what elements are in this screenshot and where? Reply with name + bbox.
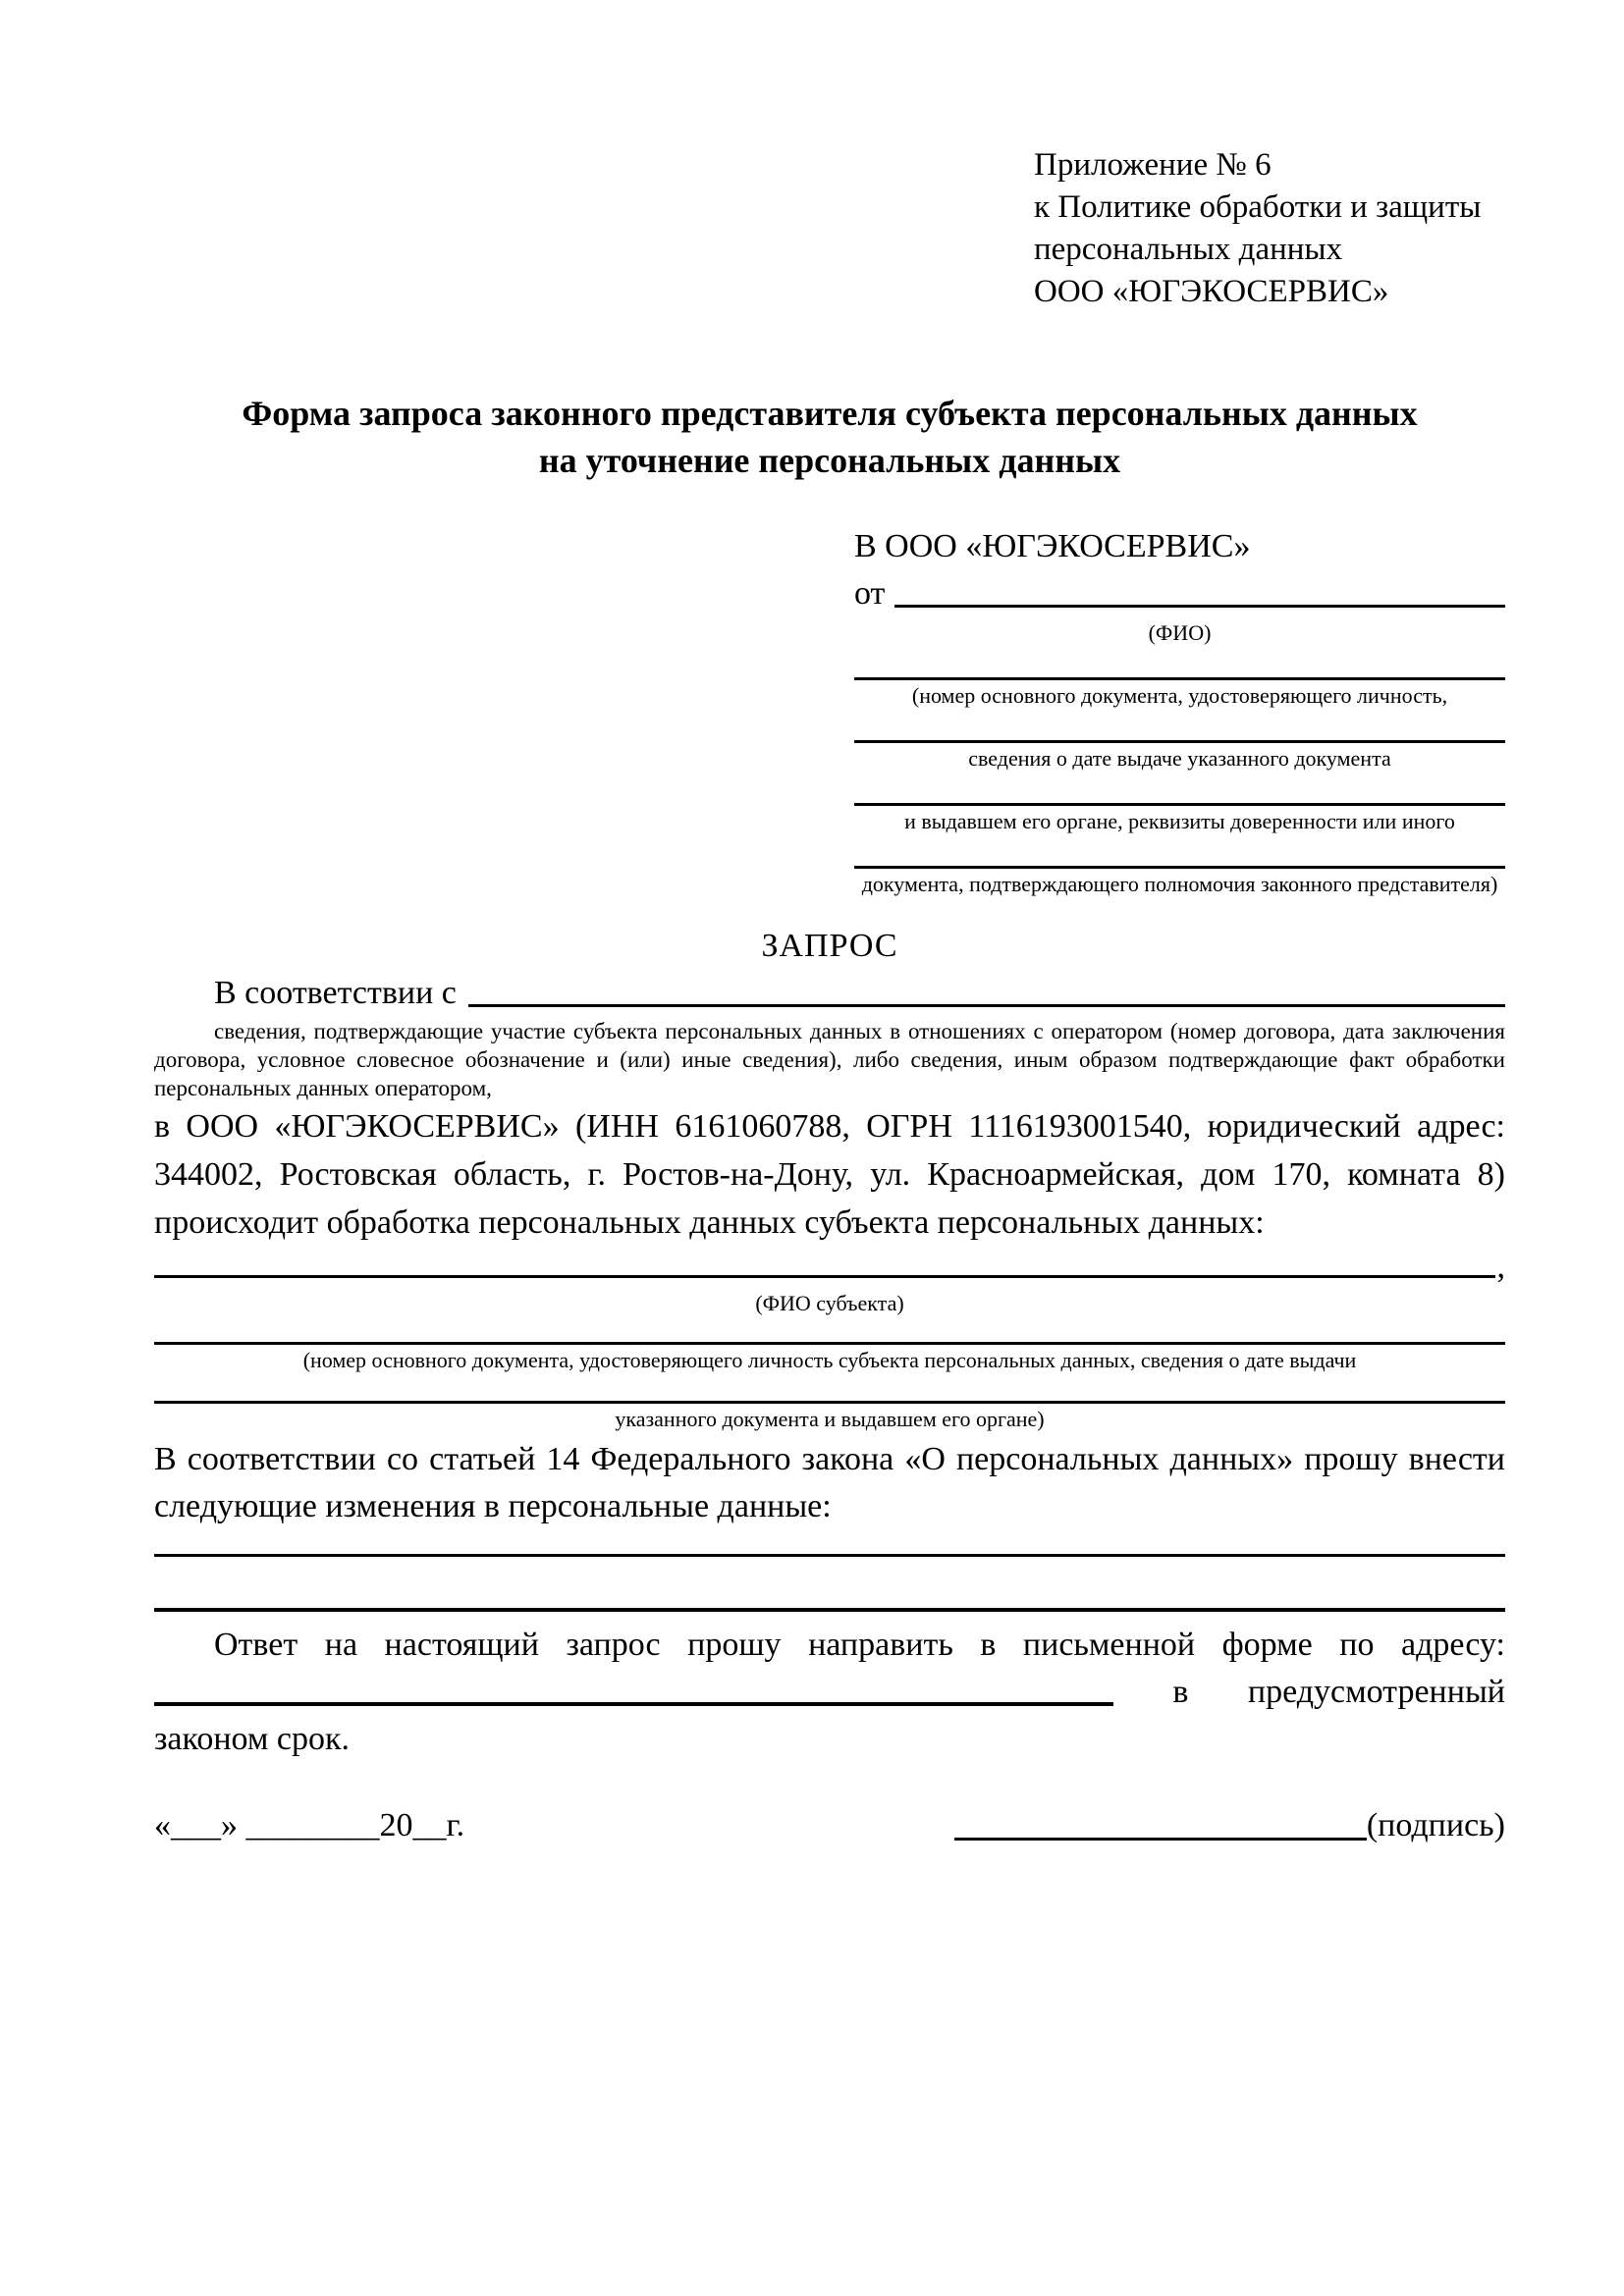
- basis-label: В соответствии с: [214, 975, 457, 1011]
- reply-address-row: [154, 1669, 1505, 1716]
- appendix-policy-line-2: персональных данных: [1034, 232, 1343, 267]
- from-row: [854, 570, 1505, 617]
- changes-field-2[interactable]: [154, 1608, 1505, 1612]
- from-label: от: [854, 575, 886, 612]
- form-title-line-1: Форма запроса законного представителя субъекта персональных данных: [242, 394, 1418, 433]
- subject-document-field-2[interactable]: [154, 1401, 1505, 1404]
- law-paragraph: В соответствии со статьей 14 Федерального закона «О персональных данных» прошу внести следующие изменения в персональные данные:: [154, 1441, 1505, 1524]
- subject-document-field-1[interactable]: [154, 1342, 1505, 1345]
- appendix-policy-line-1: к Политике обработки и защиты: [1034, 189, 1482, 225]
- basis-field[interactable]: [468, 1004, 1505, 1007]
- basis-caption: сведения, подтверждающие участие субъекта персональных данных в отношениях с оператором (номер договора, дата заключения договора, условное словесное обозначение и (или) иные сведения), либо сведения, иным образом подтверждающие факт обработки персональных данных оператором,: [154, 1019, 1505, 1100]
- signature-group: [954, 1802, 1505, 1849]
- fio-caption: (ФИО): [1148, 620, 1212, 645]
- signature-caption: (подпись): [1366, 1807, 1505, 1843]
- basis-row: [154, 970, 1505, 1017]
- subject-document-caption-2: указанного документа и выдавшем его органе): [615, 1407, 1045, 1431]
- representative-document-caption-2: сведения о дате выдаче указанного документа: [968, 746, 1391, 771]
- reply-end: законом срок.: [154, 1721, 350, 1757]
- subject-fio-field[interactable]: [154, 1275, 1495, 1278]
- representative-document-field-4[interactable]: [854, 866, 1505, 869]
- subject-fio-row: [154, 1247, 1505, 1288]
- subject-document-caption-1: (номер основного документа, удостоверяющего личность субъекта персональных данных, сведения о дате выдачи: [302, 1348, 1357, 1372]
- representative-document-field-2[interactable]: [854, 740, 1505, 743]
- appendix-number: Приложение № 6: [1034, 147, 1272, 183]
- subject-fio-suffix: ,: [1496, 1249, 1505, 1285]
- addressee-block: [854, 523, 1505, 897]
- reply-sentence: Ответ на настоящий запрос прошу направить в письменной форме по адресу:: [214, 1627, 1505, 1663]
- changes-field-1[interactable]: [154, 1554, 1505, 1557]
- form-title: [154, 390, 1505, 484]
- appendix-organization: ООО «ЮГЭКОСЕРВИС»: [1034, 274, 1389, 309]
- signature-field[interactable]: [954, 1838, 1367, 1841]
- reply-address-field[interactable]: [154, 1702, 1113, 1706]
- representative-document-field-3[interactable]: [854, 803, 1505, 806]
- representative-document-caption-3: и выдавшем его органе, реквизиты доверенности или иного: [904, 809, 1455, 833]
- reply-word-2: предусмотренный: [1247, 1674, 1505, 1710]
- representative-document-field-1[interactable]: [854, 677, 1505, 680]
- representative-document-caption-4: документа, подтверждающего полномочия законного представителя): [861, 872, 1498, 896]
- representative-fio-field[interactable]: [894, 605, 1505, 608]
- date-field[interactable]: «___» ________20__г.: [154, 1807, 465, 1843]
- subject-fio-caption: (ФИО субъекта): [755, 1291, 904, 1315]
- appendix-header: [1034, 144, 1505, 313]
- request-heading: ЗАПРОС: [761, 928, 898, 964]
- operator-paragraph: в ООО «ЮГЭКОСЕРВИС» (ИНН 6161060788, ОГРН 1116193001540, юридический адрес: 344002, Ростовская область, г. Ростов-на-Дону, ул. Красноармейская, дом 170, комната 8) происходит обработка персональных данных субъекта персональных данных:: [154, 1108, 1505, 1241]
- addressee-organization: В ООО «ЮГЭКОСЕРВИС»: [854, 528, 1251, 564]
- representative-document-caption-1: (номер основного документа, удостоверяющего личность,: [911, 683, 1448, 708]
- reply-word-1: в: [1172, 1674, 1189, 1710]
- footer-row: [154, 1802, 1505, 1849]
- form-title-line-2: на уточнение персональных данных: [538, 441, 1121, 480]
